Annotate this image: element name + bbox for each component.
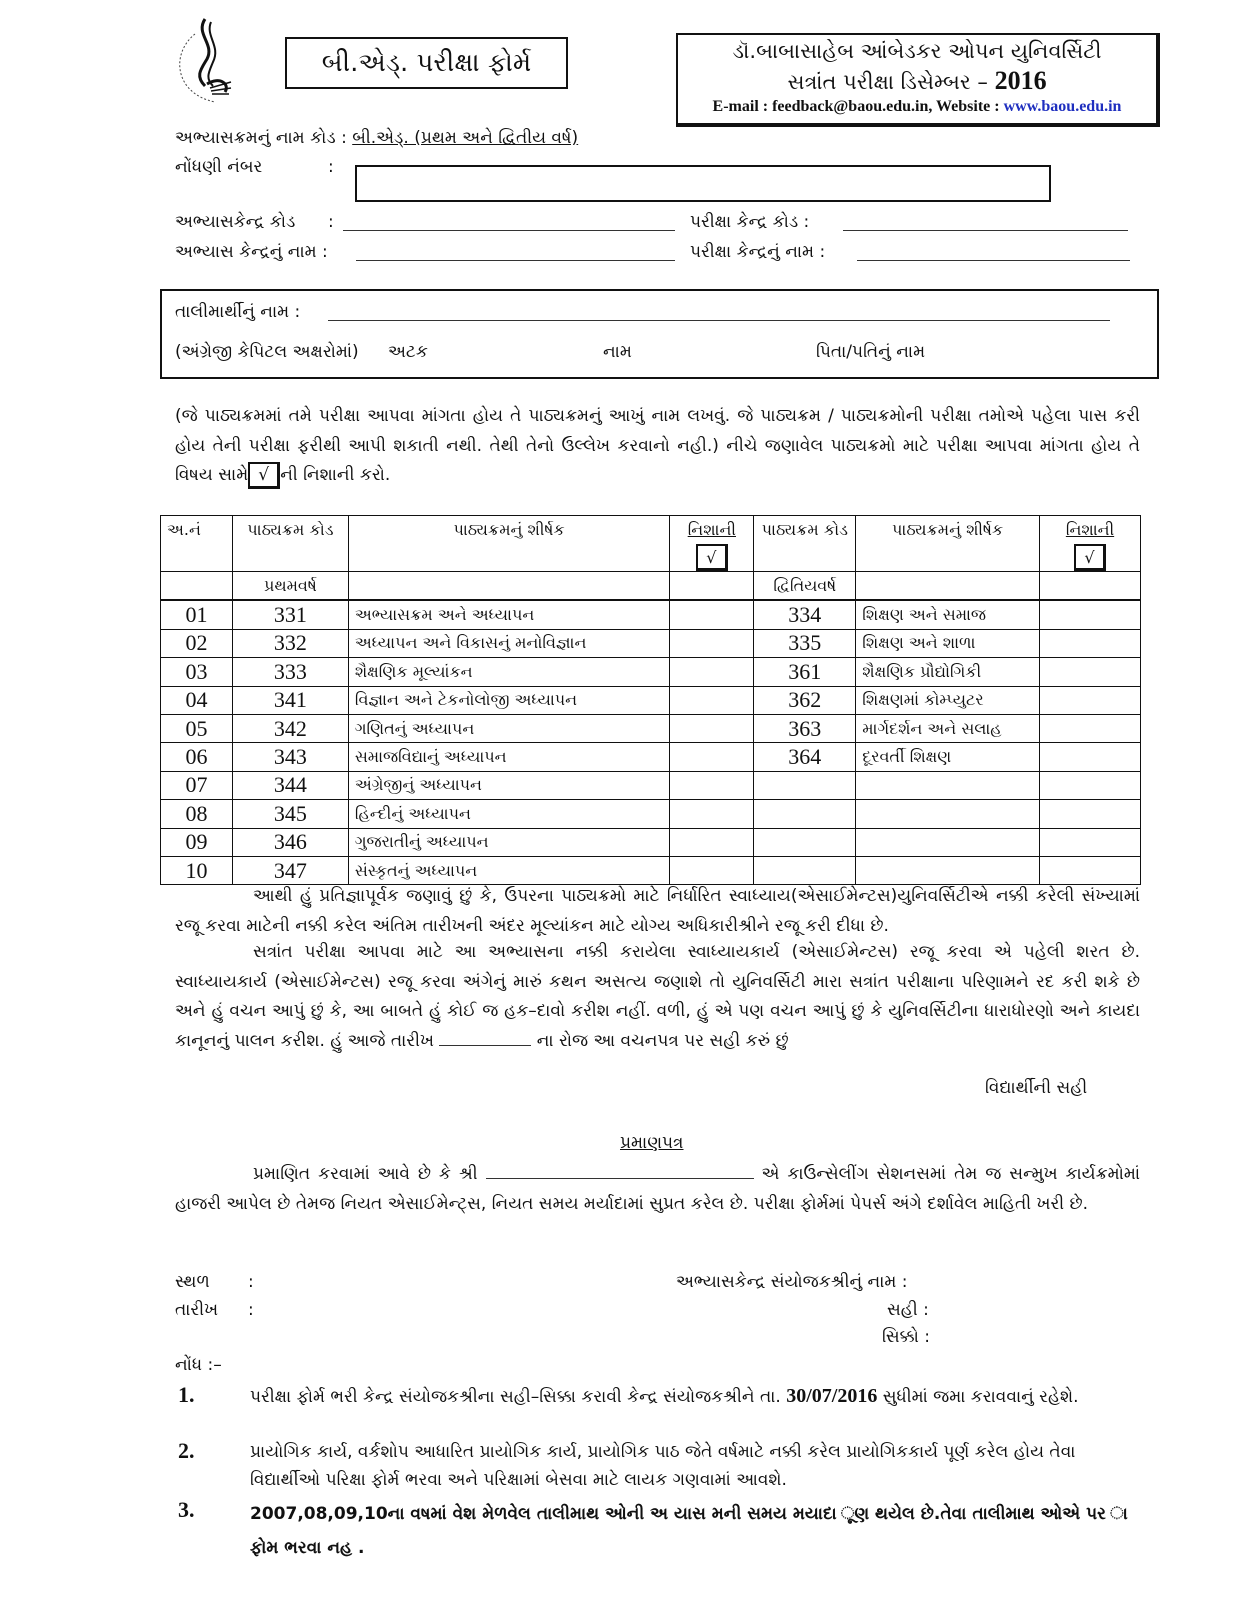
university-name: ડૉ.બાબાસાહેબ આંબેડકર ઓપન યુનિવર્સિટી: [732, 39, 1102, 63]
first-year-mark-cell[interactable]: [670, 714, 754, 742]
row-sr: 09: [161, 828, 233, 856]
header-title-2: પાઠ્યક્રમનું શીર્ષક: [856, 516, 1040, 572]
father-name-label: પિતા/પતિનું નામ: [816, 342, 926, 362]
surname-label: અટક: [388, 342, 428, 362]
place-label: સ્થળ: [175, 1272, 210, 1292]
course-value: બી.એડ્. (પ્રથમ અને દ્વિતીય વર્ષ): [352, 128, 579, 148]
table-year-row: [161, 572, 1141, 601]
first-year-code: 333: [232, 658, 348, 686]
header-title-1: પાઠ્યક્રમનું શીર્ષક: [348, 516, 670, 572]
second-year-mark-cell[interactable]: [1040, 743, 1141, 771]
first-year-title: વિજ્ઞાન અને ટેકનોલોજી અધ્યાપન: [348, 686, 670, 714]
colon: :: [248, 1300, 254, 1320]
note-number: 3.: [178, 1497, 195, 1522]
second-year-title: શિક્ષણ અને સમાજ: [856, 600, 1040, 629]
first-year-mark-cell[interactable]: [670, 743, 754, 771]
course-row: [175, 128, 578, 148]
first-year-title: સમાજવિદ્યાનું અધ્યાપન: [348, 743, 670, 771]
certificate-paragraph: [175, 1160, 1140, 1219]
instructions: [175, 402, 1140, 491]
stamp-label: સિક્કો :: [882, 1327, 930, 1347]
second-year-code: 362: [754, 686, 856, 714]
table-header-row: [161, 516, 1141, 572]
declaration-text: સત્રાંત પરીક્ષા આપવા માટે આ અભ્યાસના નક્કી કરાયેલા સ્વાધ્યાયકાર્ય (એસાઈમેન્ટસ) રજૂ કરવા એ પહેલી શરત છે. સ્વાધ્યાયકાર્ય (એસાઈમેન્ટસ) રજૂ કરવા અંગેનું મારું કથન અસત્ય જણાશે તો યુનિવર્સિટી મારા સત્રાંત પરીક્ષાના પરિણામને રદ કરી શકે છે અને હું વચન આપું છું કે, આ બાબતે હું કોઈ જ હક–દાવો કરીશ નહીં. વળી, હું એ પણ વચન આપું છું કે યુનિવર્સિટીના ધારાધોરણો અને કાયદા કાનૂનનું પાલન કરીશ. હું આજે તારીખ: [175, 942, 1140, 1051]
study-center-code-field[interactable]: [343, 216, 675, 231]
note-number: 1.: [178, 1382, 195, 1407]
table-row: [161, 629, 1141, 657]
first-year-title: હિન્દીનું અધ્યાપન: [348, 800, 670, 828]
trainee-name-hint: (અંગ્રેજી કેપિટલ અક્ષરોમાં): [175, 342, 359, 362]
first-year-mark-cell[interactable]: [670, 600, 754, 629]
second-year-code: 363: [754, 714, 856, 742]
tick-box-icon: √: [1074, 544, 1106, 571]
website-link[interactable]: www.baou.edu.in: [1003, 98, 1122, 115]
second-year-mark-cell[interactable]: [1040, 800, 1141, 828]
exam-year: 2016: [994, 66, 1047, 95]
first-year-mark-cell[interactable]: [670, 686, 754, 714]
first-year-title: ગણિતનું અધ્યાપન: [348, 714, 670, 742]
second-year-title: [856, 856, 1040, 884]
row-sr: 04: [161, 686, 233, 714]
table-row: [161, 771, 1141, 799]
header-sr: અ.નં: [161, 516, 233, 572]
note-text: સુધીમાં જમા કરાવવાનું રહેશે.: [877, 1387, 1079, 1407]
course-label: અભ્યાસક્રમનું નામ કોડ :: [175, 128, 347, 148]
trainee-name-field[interactable]: [328, 306, 1110, 321]
second-year-title: શિક્ષણ અને શાળા: [856, 629, 1040, 657]
tick-box-icon: √: [696, 544, 728, 571]
first-year-mark-cell[interactable]: [670, 828, 754, 856]
certificate-name-field[interactable]: [486, 1164, 754, 1179]
second-year-title: દૂરવર્તી શિક્ષણ: [856, 743, 1040, 771]
second-year-mark-cell[interactable]: [1040, 629, 1141, 657]
first-year-title: અંગ્રેજીનું અધ્યાપન: [348, 771, 670, 799]
university-header-box: [676, 33, 1160, 127]
second-year-title: માર્ગદર્શન અને સલાહ: [856, 714, 1040, 742]
study-center-code-label: અભ્યાસકેન્દ્ર કોડ: [175, 212, 296, 232]
row-sr: 06: [161, 743, 233, 771]
exam-center-code-field[interactable]: [843, 216, 1128, 231]
form-title: બી.એડ્. પરીક્ષા ફોર્મ: [285, 37, 568, 89]
exam-center-name-field[interactable]: [857, 246, 1130, 261]
study-center-name-label: અભ્યાસ કેન્દ્રનું નામ :: [175, 242, 328, 262]
table-row: [161, 600, 1141, 629]
first-year-title: અધ્યાપન અને વિકાસનું મનોવિજ્ઞાન: [348, 629, 670, 657]
trainee-name-label: તાલીમાર્થીનું નામ :: [175, 302, 301, 322]
declaration-text-end: ના રોજ આ વચનપત્ર પર સહી કરું છું: [536, 1030, 789, 1051]
second-year-code: 364: [754, 743, 856, 771]
row-sr: 05: [161, 714, 233, 742]
instructions-text: (જે પાઠ્યક્રમમાં તમે પરીક્ષા આપવા માંગતા હોય તે પાઠ્યક્રમનું આખું નામ લખવું. જે પાઠ્યક્રમ / પાઠ્યક્રમોની પરીક્ષા તમોએ પહેલા પાસ કરી હોય તેની પરીક્ષા ફરીથી આપી શકાતી નથી. તેથી તેનો ઉલ્લેખ કરવાનો નહી.) નીચે જણાવેલ પાઠ્યક્રમો માટે પરીક્ષા આપવા માંગતા હોય તે વિષય સામે: [175, 406, 1140, 485]
exam-center-code-label: પરીક્ષા કેન્દ્ર કોડ :: [690, 212, 810, 232]
second-year-title: શૈક્ષણિક પ્રૌદ્યોગિકી: [856, 658, 1040, 686]
date-label: તારીખ: [175, 1300, 219, 1320]
certificate-text-a: પ્રમાણિત કરવામાં આવે છે કે શ્રી: [253, 1164, 478, 1184]
second-year-mark-cell[interactable]: [1040, 686, 1141, 714]
empty-cell: [348, 572, 670, 601]
header-mark-1: [670, 516, 754, 572]
second-year-title: [856, 800, 1040, 828]
second-year-title: શિક્ષણમાં કોમ્પ્યુટર: [856, 686, 1040, 714]
colon: :: [328, 212, 334, 232]
notes-title: નોંધ :–: [175, 1355, 222, 1375]
first-year-code: 331: [232, 600, 348, 629]
instructions-end: ની નિશાની કરો.: [280, 465, 391, 485]
first-year-title: ગુજરાતીનું અધ્યાપન: [348, 828, 670, 856]
note-deadline: 30/07/2016: [786, 1385, 878, 1407]
second-year-code: 334: [754, 600, 856, 629]
first-year-title: સંસ્કૃતનું અધ્યાપન: [348, 856, 670, 884]
second-year-code: [754, 771, 856, 799]
second-year-mark-cell[interactable]: [1040, 600, 1141, 629]
second-year-mark-cell[interactable]: [1040, 828, 1141, 856]
first-year-code: 343: [232, 743, 348, 771]
header-mark-2: [1040, 516, 1141, 572]
first-year-label: પ્રથમવર્ષ: [232, 572, 348, 601]
first-year-title: અભ્યાસક્રમ અને અધ્યાપન: [348, 600, 670, 629]
reg-label: નોંધણી નંબર: [175, 157, 263, 177]
sign-label: સહી :: [887, 1300, 929, 1320]
exam-session-label: સત્રાંત પરીક્ષા ડિસેમ્બર –: [787, 70, 988, 94]
first-year-code: 342: [232, 714, 348, 742]
table-row: [161, 743, 1141, 771]
second-year-code: 361: [754, 658, 856, 686]
course-table: [160, 515, 1141, 885]
trainee-name-box: [160, 289, 1159, 379]
second-year-mark-cell[interactable]: [1040, 771, 1141, 799]
header-code-2: પાઠ્યક્રમ કોડ: [754, 516, 856, 572]
first-year-title: શૈક્ષણિક મૂલ્યાંકન: [348, 658, 670, 686]
row-sr: 10: [161, 856, 233, 884]
empty-cell: [856, 572, 1040, 601]
second-year-code: [754, 800, 856, 828]
exam-center-name-label: પરીક્ષા કેન્દ્રનું નામ :: [690, 242, 826, 262]
second-year-mark-cell[interactable]: [1040, 658, 1141, 686]
table-row: [161, 686, 1141, 714]
second-year-title: [856, 828, 1040, 856]
exam-session: [678, 66, 1156, 96]
second-year-mark-cell[interactable]: [1040, 856, 1141, 884]
second-year-code: [754, 828, 856, 856]
row-sr: 02: [161, 629, 233, 657]
registration-number-field[interactable]: [355, 165, 1051, 202]
first-year-mark-cell[interactable]: [670, 856, 754, 884]
empty-cell: [1040, 572, 1141, 601]
certificate-title: પ્રમાણપત્ર: [620, 1133, 684, 1153]
empty-cell: [161, 572, 233, 601]
tick-box-icon: √: [248, 462, 280, 489]
first-year-code: 345: [232, 800, 348, 828]
first-year-code: 341: [232, 686, 348, 714]
colon: :: [248, 1272, 254, 1292]
second-year-title: [856, 771, 1040, 799]
note-3: 2007,08,09,10ના વષમાં વેશ મેળવેલ તાલીમાથ ઓની અ યાસ મની સમય મયાદા ૂણ થયેલ છે.તેવા તાલીમાથ ઓએ પર ા ફોમ ભરવા નહ .: [250, 1504, 1128, 1558]
first-year-mark-cell[interactable]: [670, 629, 754, 657]
email-label: E-mail : feedback@baou.edu.in, Website :: [712, 98, 1004, 115]
contact-line: [678, 98, 1156, 116]
second-year-label: દ્વિતિયવર્ષ: [754, 572, 856, 601]
table-row: [161, 800, 1141, 828]
note-1: [250, 1382, 1150, 1411]
second-year-code: 335: [754, 629, 856, 657]
university-logo: [165, 14, 240, 109]
certificate-text-b: એ કાઉન્સેલીંગ સેશનસમાં તેમ જ સન્મુખ કાર્યક્રમોમાં હાજરી આપેલ છે તેમજ નિયત એસાઈમેન્ટ્સ, નિયત સમય મર્યાદામાં સુપ્રત કરેલ છે. પરીક્ષા ફોર્મમાં પેપર્સ અંગે દર્શાવેલ માહિતી ખરી છે.: [175, 1164, 1140, 1214]
name-label: નામ: [603, 342, 632, 362]
note-number: 2.: [178, 1438, 195, 1463]
header-code-1: પાઠ્યક્રમ કોડ: [232, 516, 348, 572]
note-text: પરીક્ષા ફોર્મ ભરી કેન્દ્ર સંયોજકશ્રીના સહી–સિક્કા કરાવી કેન્દ્ર સંયોજકશ્રીને તા.: [250, 1387, 787, 1407]
first-year-mark-cell[interactable]: [670, 800, 754, 828]
declaration-date-field[interactable]: [439, 1031, 531, 1046]
declaration-paragraph-1: આથી હું પ્રતિજ્ઞાપૂર્વક જણાવું છું કે, ઉપરના પાઠ્યક્રમો માટે નિર્ધારિત સ્વાધ્યાય(એસાઈમેન્ટસ)યુનિવર્સિટીએ નક્કી કરેલી સંખ્યામાં રજૂ કરવા માટેની નક્કી કરેલ અંતિમ તારીખની અંદર મૂલ્યાંકન માટે યોગ્ય અધિકારીશ્રીને રજૂ કરી દીધા છે.: [175, 886, 1140, 936]
second-year-mark-cell[interactable]: [1040, 714, 1141, 742]
reg-colon: :: [328, 157, 334, 177]
first-year-code: 344: [232, 771, 348, 799]
first-year-mark-cell[interactable]: [670, 658, 754, 686]
first-year-code: 347: [232, 856, 348, 884]
second-year-code: [754, 856, 856, 884]
row-sr: 07: [161, 771, 233, 799]
first-year-code: 346: [232, 828, 348, 856]
mark-label: નિશાની: [1065, 520, 1115, 539]
coordinator-name-label: અભ્યાસકેન્દ્ર સંયોજકશ્રીનું નામ :: [676, 1272, 908, 1292]
row-sr: 08: [161, 800, 233, 828]
mark-label: નિશાની: [687, 520, 736, 539]
student-signature-label: વિદ્યાર્થીની સહી: [985, 1078, 1088, 1098]
study-center-name-field[interactable]: [356, 246, 675, 261]
table-row: [161, 658, 1141, 686]
table-row: [161, 714, 1141, 742]
note-2: પ્રાયોગિક કાર્ય, વર્કશોપ આધારિત પ્રાયોગિક કાર્ય, પ્રાયોગિક પાઠ જેતે વર્ષમાટે નક્કી કરેલ પ્રાયોગિકકાર્ય પૂર્ણ કરેલ હોય તેવા વિદ્યાર્થીઓ પરિક્ષા ફોર્મ ભરવા અને પરિક્ષામાં બેસવા માટે લાયક ગણવામાં આવશે.: [250, 1442, 1076, 1490]
empty-cell: [670, 572, 754, 601]
row-sr: 01: [161, 600, 233, 629]
declaration-paragraph-2: [175, 938, 1140, 1056]
table-row: [161, 828, 1141, 856]
first-year-code: 332: [232, 629, 348, 657]
table-row: [161, 856, 1141, 884]
row-sr: 03: [161, 658, 233, 686]
first-year-mark-cell[interactable]: [670, 771, 754, 799]
